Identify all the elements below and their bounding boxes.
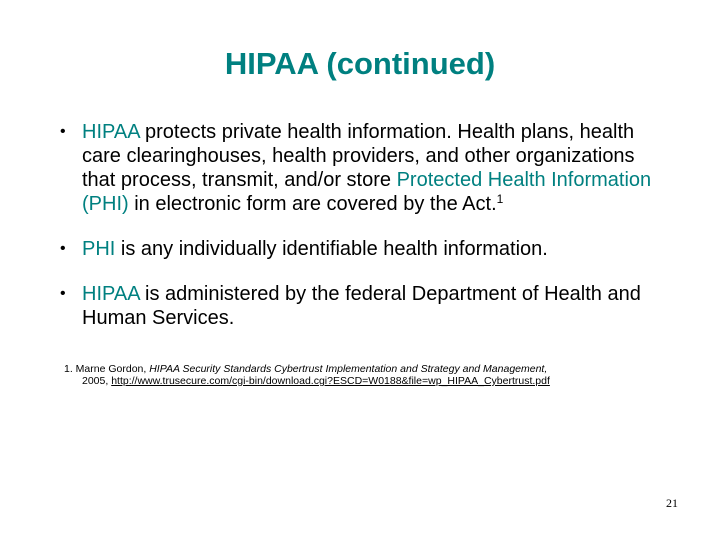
highlight-term: Protected Health Information (PHI) — [82, 169, 652, 215]
highlight-term: HIPAA — [82, 283, 140, 305]
page-number: 21 — [666, 496, 678, 510]
bullet-item-hipaa-protects — [58, 120, 658, 216]
footnote-year: 2005, — [82, 375, 112, 387]
footnote-reference: 1 — [496, 192, 504, 206]
bullet-list — [58, 120, 658, 351]
footnote-work-title: HIPAA Security Standards Cybertrust Implementation and Strategy and Management, — [149, 363, 548, 375]
highlight-term: PHI — [82, 238, 116, 260]
footnote-number: 1. — [64, 363, 73, 375]
bullet-text: protects private health information. Health plans, health care clearinghouses, health providers, and other organizations that process, transmit, and/or store — [82, 121, 635, 191]
bullet-text: in electronic form are covered by the Act. — [128, 193, 497, 215]
footnote — [64, 363, 664, 387]
bullet-item-phi-definition — [58, 237, 658, 261]
footnote-author: Marne Gordon, — [72, 363, 150, 375]
bullet-glyph: • — [60, 123, 66, 140]
bullet-text: is administered by the federal Department of Health and Human Services. — [82, 283, 641, 329]
bullet-glyph: • — [60, 285, 66, 302]
footnote-url-link[interactable]: http://www.trusecure.com/cgi-bin/download.cgi?ESCD=W0188&file=wp_HIPAA_Cybertrust.pdf — [111, 375, 550, 387]
slide-title: HIPAA (continued) — [224, 46, 496, 81]
bullet-glyph: • — [60, 240, 66, 257]
bullet-text: is any individually identifiable health information. — [115, 238, 548, 260]
highlight-term: HIPAA — [82, 121, 140, 143]
bullet-item-hipaa-administered — [58, 282, 658, 330]
